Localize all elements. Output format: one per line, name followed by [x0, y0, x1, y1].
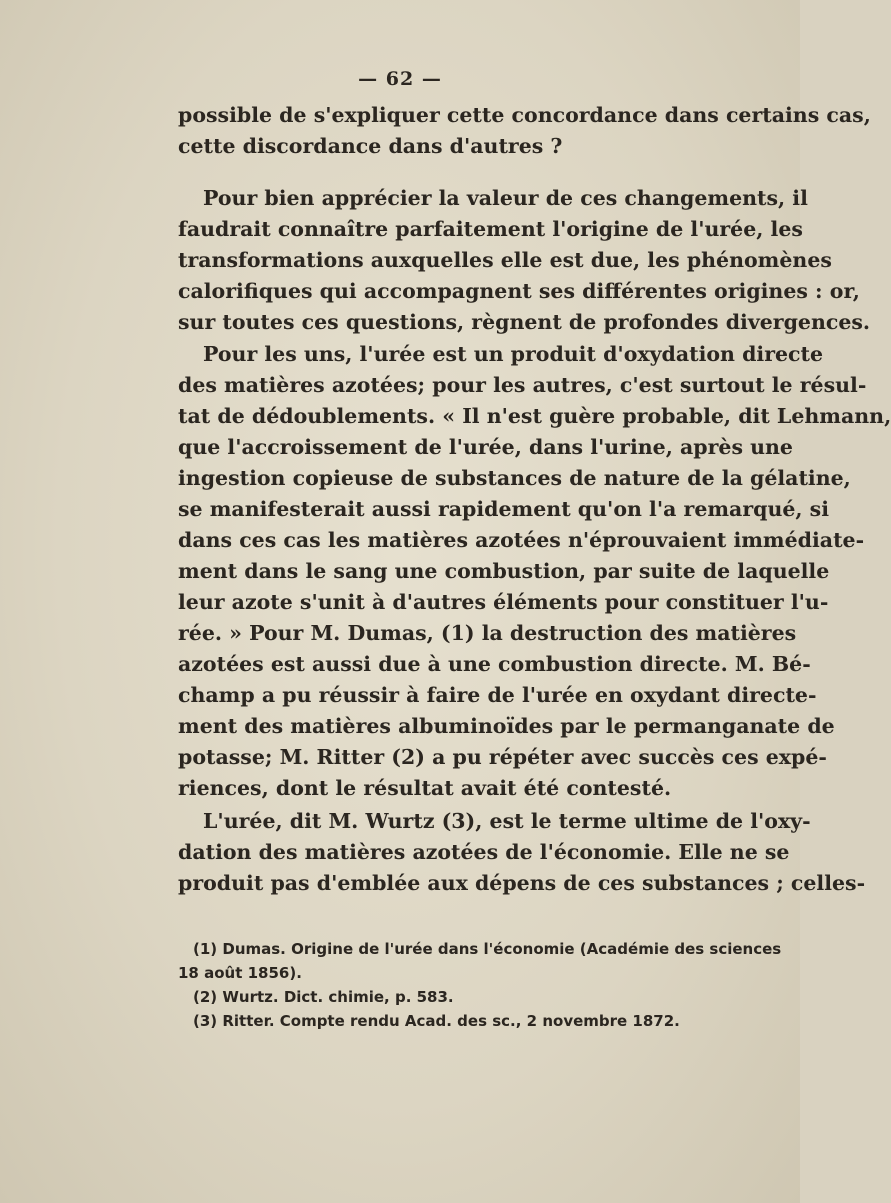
text-line: rée. » Pour M. Dumas, (1) la destruction des matières: [178, 621, 797, 645]
text-line: faudrait connaître parfaitement l'origine de l'urée, les: [178, 217, 803, 241]
text-line: leur azote s'unit à d'autres éléments pour constituer l'u-: [178, 590, 829, 614]
footnote-line: 18 août 1856).: [178, 964, 302, 982]
text-line: cette discordance dans d'autres ?: [178, 134, 563, 158]
text-line: transformations auxquelles elle est due, les phénomènes: [178, 248, 832, 272]
text-line: des matières azotées; pour les autres, c'est surtout le résul-: [178, 373, 867, 397]
text-line: sur toutes ces questions, règnent de profondes divergences.: [178, 310, 871, 334]
text-line: L'urée, dit M. Wurtz (3), est le terme ultime de l'oxy-: [203, 809, 811, 833]
text-line: potasse; M. Ritter (2) a pu répéter avec succès ces expé-: [178, 745, 827, 769]
text-line: ment dans le sang une combustion, par suite de laquelle: [178, 559, 830, 583]
footnote-line: (2) Wurtz. Dict. chimie, p. 583.: [193, 988, 454, 1006]
text-line: riences, dont le résultat avait été contesté.: [178, 776, 672, 800]
footnote-line: (1) Dumas. Origine de l'urée dans l'économie (Académie des sciences: [193, 940, 782, 958]
text-line: champ a pu réussir à faire de l'urée en oxydant directe-: [178, 683, 817, 707]
text-line: tat de dédoublements. « Il n'est guère probable, dit Lehmann,: [178, 404, 891, 428]
text-line: se manifesterait aussi rapidement qu'on l'a remarqué, si: [178, 497, 830, 521]
text-line: dation des matières azotées de l'économie. Elle ne se: [178, 840, 790, 864]
text-line: ingestion copieuse de substances de nature de la gélatine,: [178, 466, 851, 490]
footnote-line: (3) Ritter. Compte rendu Acad. des sc., 2 novembre 1872.: [193, 1012, 680, 1030]
text-line: produit pas d'emblée aux dépens de ces substances ; celles-: [178, 871, 866, 895]
page-number: — 62 —: [358, 68, 442, 90]
text-line: dans ces cas les matières azotées n'éprouvaient immédiate-: [178, 528, 865, 552]
text-line: azotées est aussi due à une combustion directe. M. Bé-: [178, 652, 811, 676]
text-line: ment des matières albuminoïdes par le permanganate de: [178, 714, 835, 738]
text-line: Pour bien apprécier la valeur de ces changements, il: [203, 186, 808, 210]
text-line: Pour les uns, l'urée est un produit d'oxydation directe: [203, 342, 824, 366]
text-line: que l'accroissement de l'urée, dans l'urine, après une: [178, 435, 793, 459]
text-line: possible de s'expliquer cette concordance dans certains cas,: [178, 103, 871, 127]
text-line: calorifiques qui accompagnent ses différentes origines : or,: [178, 279, 860, 303]
